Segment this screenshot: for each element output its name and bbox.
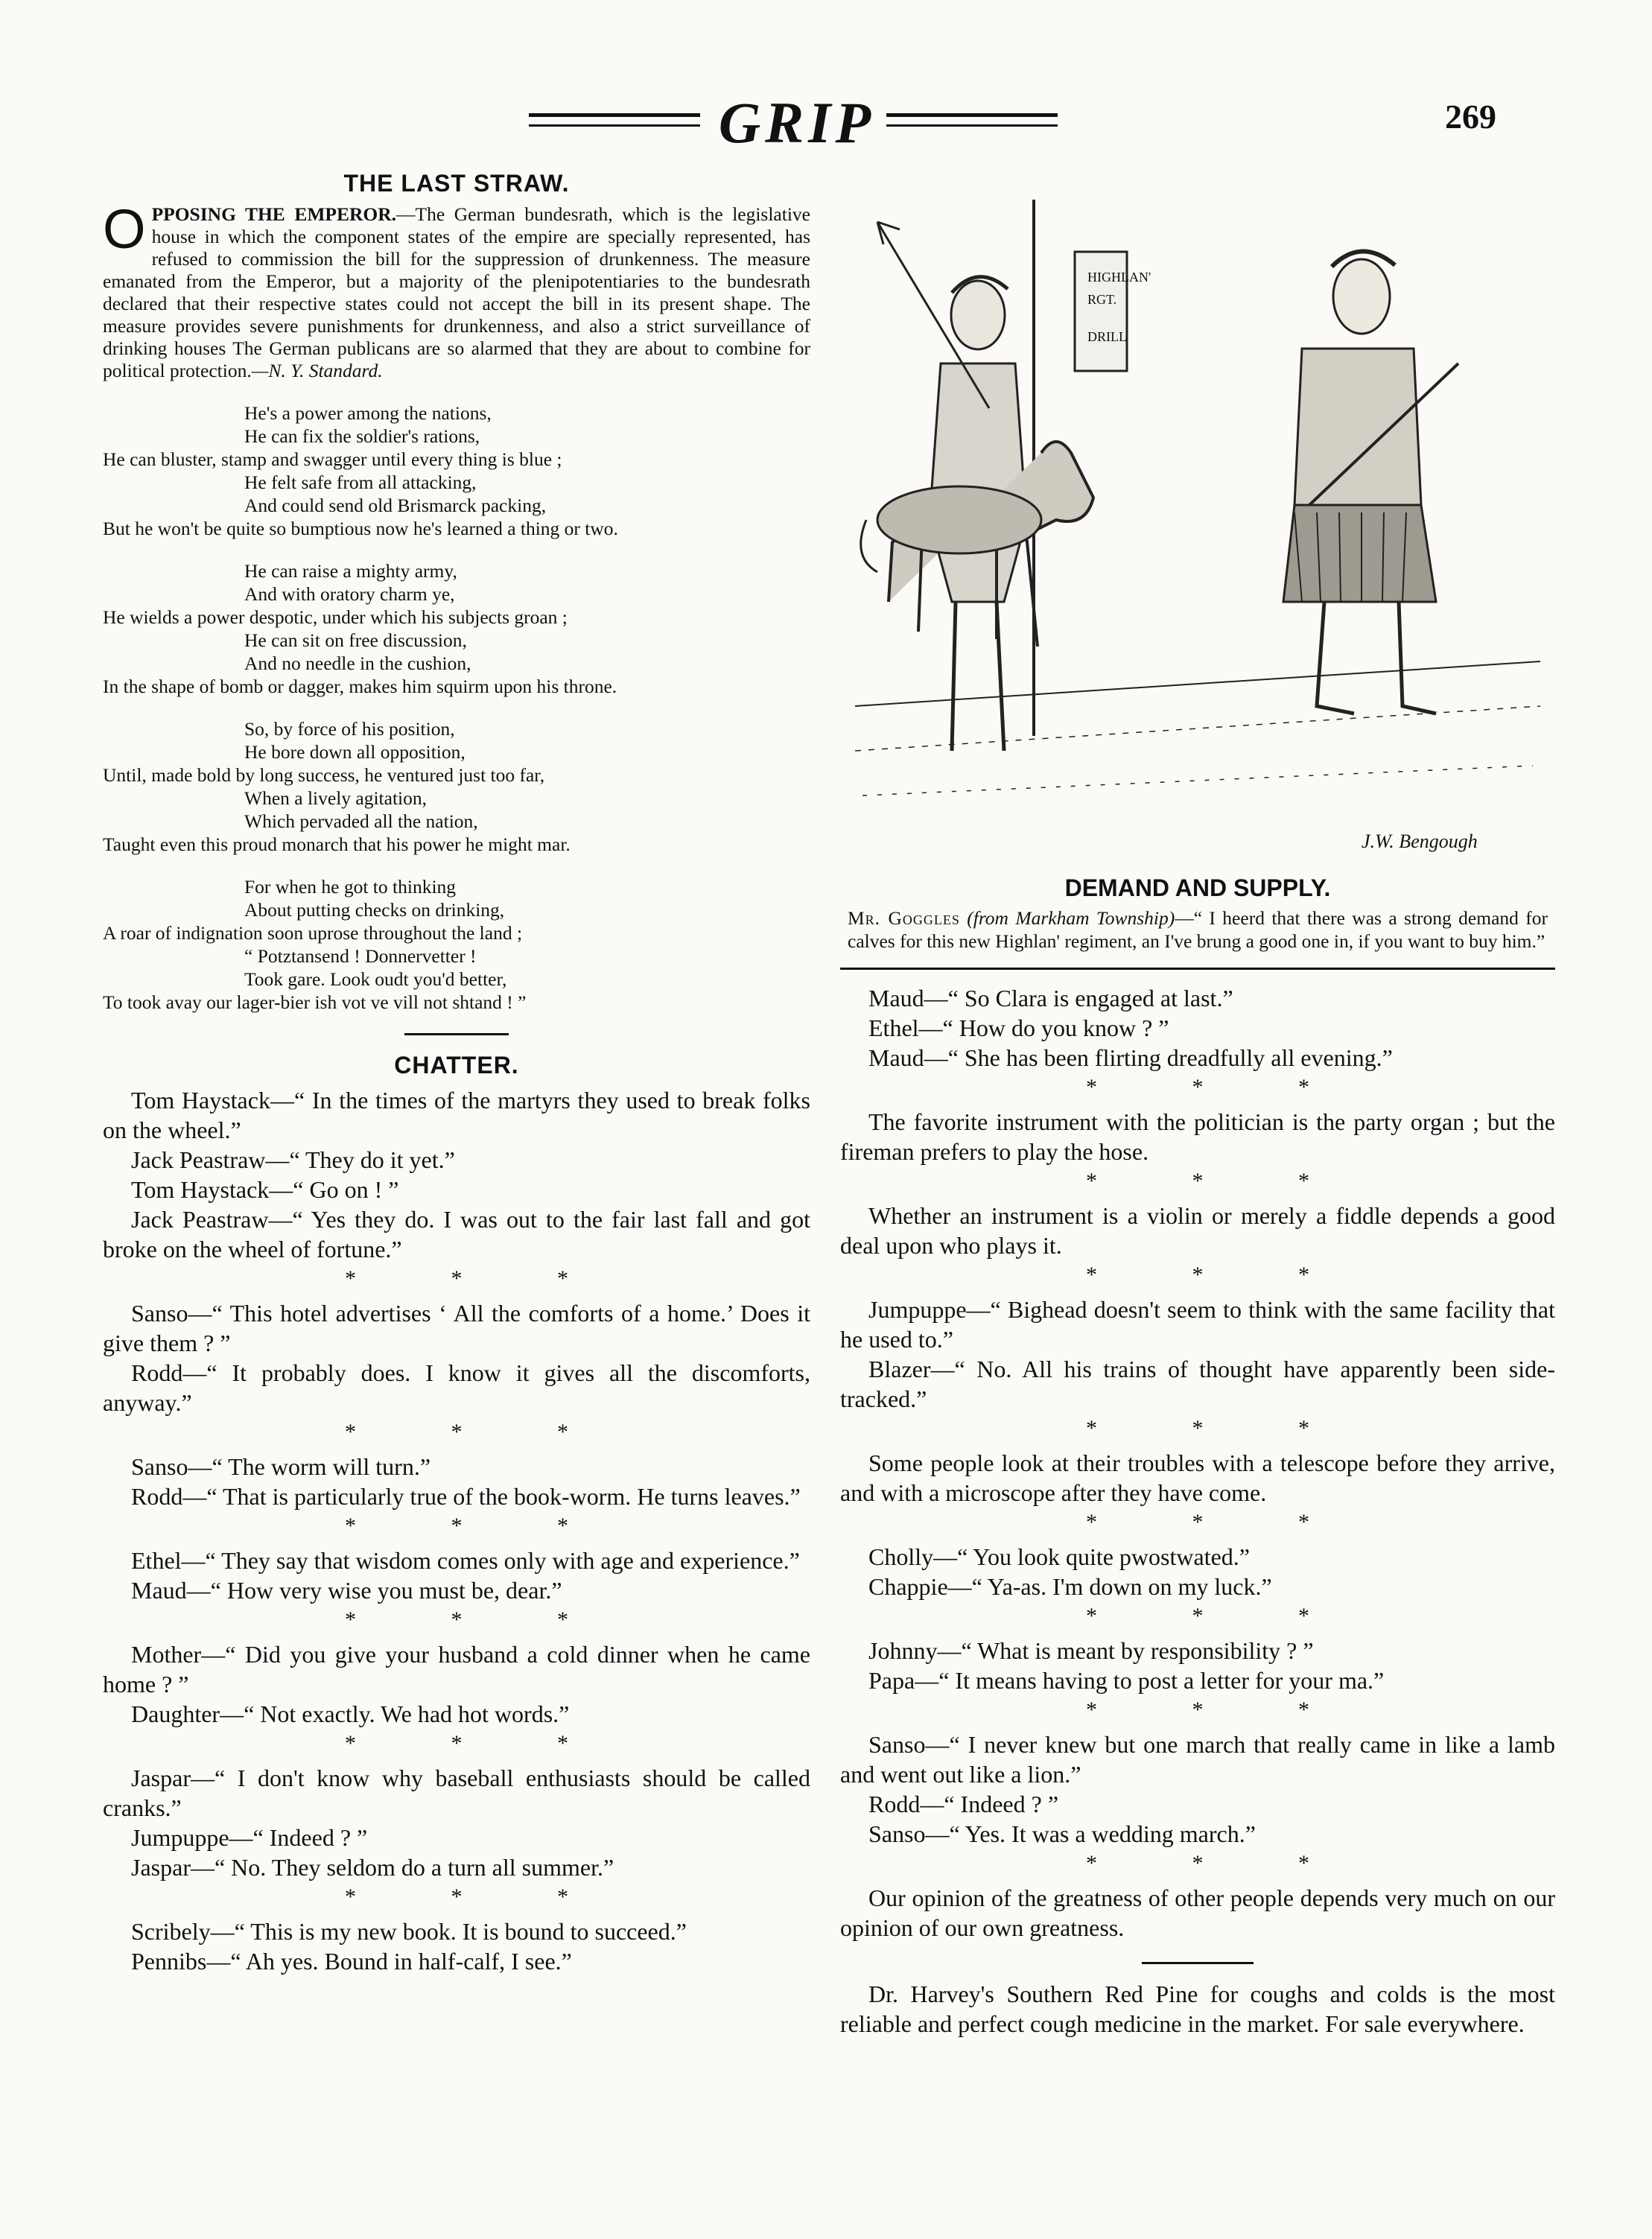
- dialogue-line: Jumpuppe—“ Indeed ? ”: [131, 1824, 368, 1851]
- lead-text: —The German bundesrath, which is the legislative house in which the component states of the empire are specially represented, has refused to commission the bill for the suppression of drunkenness. The measure emanated from the Emperor, but a majority of the plenipotentiaries to the bundesrath declared that their respective states could not accept the bill in its present shape. The measure provides severe punishments for drunkenness, and also a strict surveillance of drinking houses The German publicans are so alarmed that they are about to combine for political protection.: [103, 203, 810, 381]
- poem-line: And no needle in the cushion,: [244, 652, 471, 674]
- chatter-title: CHATTER.: [394, 1052, 519, 1079]
- separator-stars: * * *: [1086, 1510, 1354, 1534]
- separator-stars: * * *: [1086, 1697, 1354, 1722]
- dialogue-line: Chappie—“ Ya-as. I'm down on my luck.”: [868, 1573, 1272, 1600]
- dialogue-line: Ethel—“ They say that wisdom comes only with age and experience.”: [131, 1547, 800, 1574]
- right-chatter-body: [840, 983, 1555, 1943]
- lead-source: —N. Y. Standard.: [251, 360, 383, 381]
- poem-stanza: [103, 717, 810, 856]
- dialogue-line: Tom Haystack—“ Go on ! ”: [131, 1176, 399, 1203]
- section-divider: [404, 1033, 509, 1035]
- poem-line: He can fix the soldier's rations,: [244, 425, 480, 447]
- poem-line: Until, made bold by long success, he ventured just too far,: [103, 764, 545, 786]
- dialogue-line: Jack Peastraw—“ They do it yet.”: [131, 1146, 455, 1173]
- cartoon-caption: [840, 906, 1555, 953]
- dialogue-line: Daughter—“ Not exactly. We had hot words.”: [131, 1700, 570, 1727]
- poem-line: So, by force of his position,: [244, 718, 455, 740]
- masthead: [0, 89, 1652, 156]
- advert: [840, 1979, 1555, 2039]
- separator-stars: * * *: [345, 1607, 613, 1632]
- dialogue-line: Jack Peastraw—“ Yes they do. I was out to the fair last fall and got broke on the wheel of fortune.”: [103, 1206, 810, 1263]
- masthead-title: GRIP: [718, 90, 876, 155]
- masthead-rule-right: [886, 113, 1058, 127]
- artist-signature: J.W. Bengough: [1362, 831, 1478, 852]
- poem-line: For when he got to thinking: [244, 876, 457, 898]
- cartoon-illustration: [848, 185, 1548, 870]
- separator-stars: * * *: [345, 1266, 613, 1291]
- dialogue-line: Whether an instrument is a violin or merely a fiddle depends a good deal upon who plays it.: [840, 1202, 1555, 1259]
- dialogue-line: Maud—“ So Clara is engaged at last.”: [868, 985, 1233, 1011]
- separator-stars: * * *: [345, 1514, 613, 1538]
- separator-stars: * * *: [1086, 1169, 1354, 1193]
- dialogue-line: Jumpuppe—“ Bighead doesn't seem to think with the same facility that he used to.”: [840, 1296, 1555, 1353]
- caption-divider: [840, 968, 1555, 970]
- dialogue-line: Our opinion of the greatness of other people depends very much on our opinion of our own greatness.: [840, 1884, 1555, 1941]
- page-number: 269: [1445, 98, 1496, 136]
- dialogue-line: Scribely—“ This is my new book. It is bound to succeed.”: [131, 1918, 687, 1945]
- poem-line: When a lively agitation,: [244, 787, 428, 809]
- poem-line: Took gare. Look oudt you'd better,: [244, 968, 507, 990]
- poem-line: He felt safe from all attacking,: [244, 471, 477, 493]
- dialogue-line: Blazer—“ No. All his trains of thought have apparently been side-tracked.”: [840, 1356, 1555, 1412]
- dialogue-line: Tom Haystack—“ In the times of the martyrs they used to break folks on the wheel.”: [103, 1087, 810, 1143]
- poem-line: He can sit on free discussion,: [244, 629, 467, 651]
- separator-stars: * * *: [1086, 1851, 1354, 1876]
- poem-line: A roar of indignation soon uprose throughout the land ;: [103, 922, 523, 944]
- advert-divider: [1142, 1962, 1254, 1964]
- last-straw-title: THE LAST STRAW.: [343, 170, 570, 197]
- poem-line: To took avay our lager-bier ish vot ve vill not shtand ! ”: [103, 991, 527, 1013]
- dialogue-line: Jaspar—“ I don't know why baseball enthusiasts should be called cranks.”: [103, 1765, 810, 1821]
- poster-line-1: HIGHLAN': [1087, 270, 1151, 285]
- separator-stars: * * *: [1086, 1075, 1354, 1099]
- dialogue-line: Papa—“ It means having to post a letter for your ma.”: [868, 1667, 1385, 1694]
- caption-speaker: Mr. Goggles: [848, 907, 960, 929]
- poster-line-2: RGT.: [1087, 292, 1117, 307]
- separator-stars: * * *: [345, 1731, 613, 1756]
- dialogue-line: Pennibs—“ Ah yes. Bound in half-calf, I see.”: [131, 1948, 572, 1975]
- dialogue-line: Rodd—“ It probably does. I know it gives all the discomforts, anyway.”: [103, 1359, 810, 1416]
- dialogue-line: Rodd—“ That is particularly true of the book-worm. He turns leaves.”: [131, 1483, 801, 1510]
- poem-line: Which pervaded all the nation,: [244, 810, 478, 832]
- caption-text: —“ I heerd that there was a strong demand for calves for this new Highlan' regiment, an I've brung a good one in, if you want to buy him.”: [848, 907, 1548, 952]
- dialogue-line: Rodd—“ Indeed ? ”: [868, 1791, 1059, 1817]
- poem-line: He can raise a mighty army,: [244, 560, 457, 582]
- separator-stars: * * *: [345, 1420, 613, 1444]
- last-straw-lead: [103, 198, 810, 382]
- dialogue-line: Sanso—“ I never knew but one march that really came in like a lamb and went out like a lion.”: [840, 1731, 1555, 1788]
- separator-stars: * * *: [1086, 1263, 1354, 1287]
- caption-origin: (from Markham Township): [967, 907, 1175, 929]
- poem-line: He bore down all opposition,: [244, 741, 466, 763]
- dialogue-line: Maud—“ She has been flirting dreadfully all evening.”: [868, 1044, 1393, 1071]
- cartoon-drawing: [848, 185, 1548, 870]
- separator-stars: * * *: [345, 1884, 613, 1909]
- dialogue-line: Sanso—“ This hotel advertises ‘ All the comforts of a home.’ Does it give them ? ”: [103, 1300, 810, 1356]
- poem-line: In the shape of bomb or dagger, makes him squirm upon his throne.: [103, 676, 617, 697]
- poem-line: And could send old Brismarck packing,: [244, 495, 547, 516]
- poem-line: But he won't be quite so bumptious now he's learned a thing or two.: [103, 518, 618, 539]
- separator-stars: * * *: [1086, 1604, 1354, 1628]
- chatter-body: [103, 1085, 810, 1976]
- poem-stanza: [103, 875, 810, 1014]
- poem-line: He's a power among the nations,: [244, 402, 492, 424]
- dialogue-line: Sanso—“ The worm will turn.”: [131, 1453, 431, 1480]
- poem-line: “ Potztansend ! Donnervetter !: [244, 945, 477, 967]
- dialogue-line: Sanso—“ Yes. It was a wedding march.”: [868, 1820, 1256, 1847]
- advert-text: Dr. Harvey's Southern Red Pine for coughs and colds is the most reliable and perfect cough medicine in the market. For sale everywhere.: [840, 1981, 1555, 2037]
- poem-stanza: [103, 559, 810, 698]
- poster-line-3: DRILL: [1087, 329, 1127, 344]
- dialogue-line: Jaspar—“ No. They seldom do a turn all summer.”: [131, 1854, 614, 1881]
- dialogue-line: Cholly—“ You look quite pwostwated.”: [868, 1543, 1250, 1570]
- dialogue-line: Mother—“ Did you give your husband a cold dinner when he came home ? ”: [103, 1641, 810, 1697]
- poem-line: Taught even this proud monarch that his power he might mar.: [103, 833, 571, 855]
- masthead-rule-left: [529, 113, 700, 127]
- cartoon-title: DEMAND AND SUPPLY.: [1064, 874, 1331, 901]
- right-column: [840, 170, 1555, 2039]
- dialogue-line: Ethel—“ How do you know ? ”: [868, 1014, 1169, 1041]
- lead-heading: PPOSING THE EMPEROR.: [151, 203, 397, 225]
- dropcap: O: [103, 198, 146, 260]
- left-column: [103, 170, 810, 1976]
- dialogue-line: Maud—“ How very wise you must be, dear.”: [131, 1577, 562, 1604]
- poem-line: And with oratory charm ye,: [244, 583, 455, 605]
- dialogue-line: Johnny—“ What is meant by responsibility ? ”: [868, 1637, 1314, 1664]
- poem-line: About putting checks on drinking,: [244, 899, 505, 921]
- separator-stars: * * *: [1086, 1416, 1354, 1441]
- dialogue-line: Some people look at their troubles with a telescope before they arrive, and with a microscope after they have come.: [840, 1449, 1555, 1506]
- poem-stanza: [103, 401, 810, 540]
- dialogue-line: The favorite instrument with the politician is the party organ ; but the fireman prefers to play the hose.: [840, 1108, 1555, 1165]
- poem: [103, 401, 810, 1014]
- poem-line: He can bluster, stamp and swagger until every thing is blue ;: [103, 448, 562, 470]
- poem-line: He wields a power despotic, under which his subjects groan ;: [103, 606, 568, 628]
